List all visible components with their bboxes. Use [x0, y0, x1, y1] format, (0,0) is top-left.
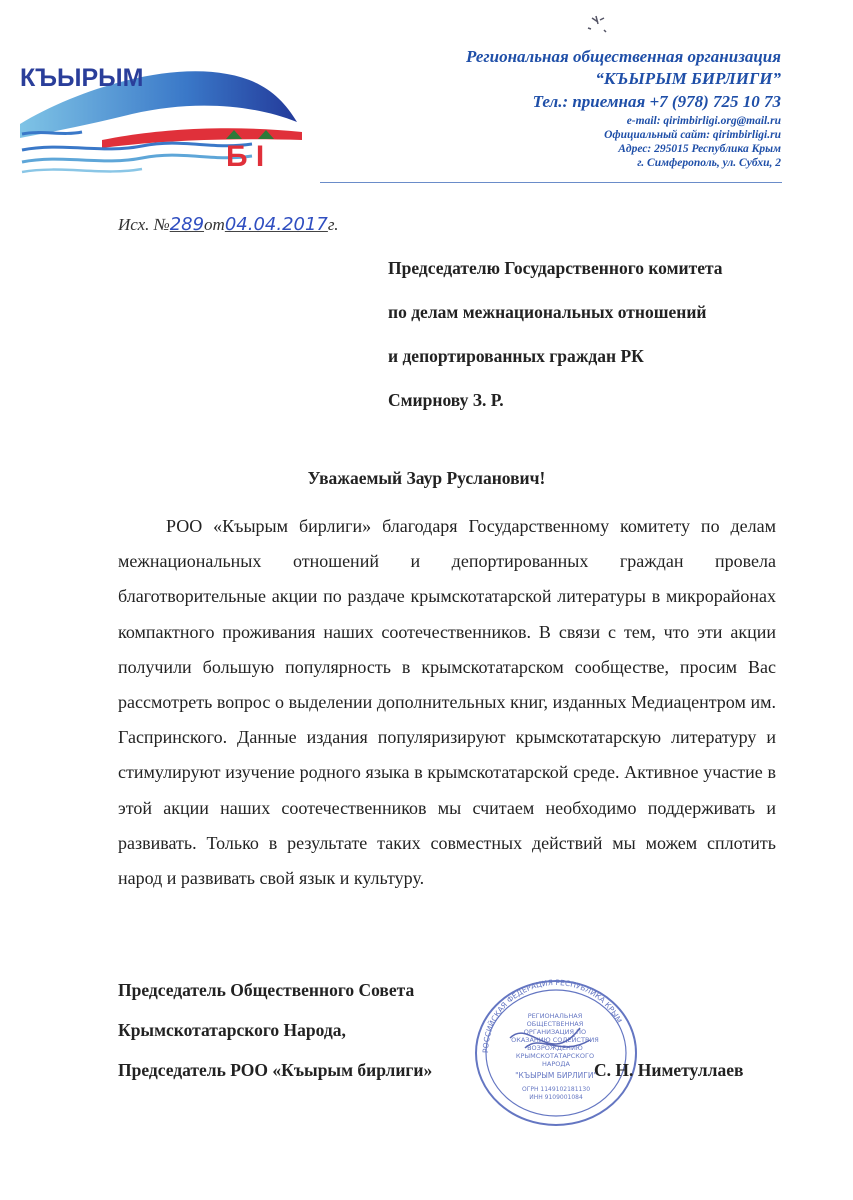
seal-line: ОКАЗАНИЮ СОДЕЙСТВИЯ — [511, 1036, 599, 1044]
logo-text: КЪЫРЫМ — [20, 64, 144, 92]
letter-body: РОО «Къырым бирлиги» благодаря Государственному комитету по делам межнациональных отношений и депортированных граждан провела благотворительные акции по раздаче крымскотатарской литературы в микрорайонах компактного проживания наших соотечественников. В связи с тем, что эти акции получили большую популярность в крымскотатарском сообществе, просим Вас рассмотреть вопрос о выделении дополнительных книг, изданных Медиацентром им. Гаспринского. Данные издания популяризируют крымскотатарскую литературу и стимулируют изучение родного языка в крымскотатарской среде. Активное участие в этой акции наших соотечественников мы считаем необходимо поддерживать и развивать. Только в результате таких совместных действий мы можем сплотить народ и развивать свой язык и культуру. — [118, 516, 776, 889]
seal-inn: ИНН 9109001084 — [529, 1094, 583, 1101]
org-type: Региональная общественная организация — [466, 47, 781, 66]
signature-block — [118, 980, 432, 1100]
signature-title-line1: Председатель Общественного Совета — [118, 980, 415, 1000]
seal-line: ВОЗРОЖДЕНИЮ — [527, 1044, 583, 1052]
logo-letters: Б I — [226, 140, 265, 173]
org-address-line1: Адрес: 295015 Республика Крым — [618, 143, 781, 155]
addressee-line: и депортированных граждан РК — [388, 346, 644, 366]
seal-name: "КЪЫРЫМ БИРЛИГИ" — [515, 1071, 597, 1080]
addressee-name: Смирнову З. Р. — [388, 390, 504, 410]
reference-from: от — [204, 215, 225, 234]
signer-name: С. Н. Ниметуллаев — [594, 1060, 744, 1080]
svg-text:РЕГИОНАЛЬНАЯ ОБЩЕСТВЕННАЯ — [511, 1012, 601, 1068]
seal-line: ОБЩЕСТВЕННАЯ — [526, 1020, 584, 1028]
scan-specks — [578, 8, 618, 44]
reference-prefix: Исх. № — [118, 215, 170, 234]
reference-year-suffix: г. — [327, 215, 339, 234]
seal-ogrn: ОГРН 1149102181130 — [521, 1086, 591, 1093]
org-name: “КЪЫРЫМ БИРЛИГИ” — [595, 69, 781, 88]
signature-title-line3: Председатель РОО «Къырым бирлиги» — [118, 1060, 433, 1080]
seal-line: НАРОДА — [542, 1060, 570, 1068]
org-phone: Тел.: приемная +7 (978) 725 10 73 — [532, 92, 781, 111]
outgoing-reference — [118, 214, 339, 235]
salutation: Уважаемый Заур Русланович! — [307, 468, 546, 488]
org-website: Официальный сайт: qirimbirligi.ru — [604, 129, 781, 141]
addressee-line: по делам межнациональных отношений — [388, 302, 707, 322]
organization-seal — [470, 978, 642, 1128]
org-email: e-mail: qirimbirligi.org@mail.ru — [626, 115, 781, 127]
org-address-line2: г. Симферополь, ул. Субхи, 2 — [637, 157, 781, 169]
organization-logo — [12, 52, 312, 177]
addressee-block — [388, 258, 723, 434]
signature-title-line2: Крымскотатарского Народа, — [118, 1020, 346, 1040]
seal-outer-text: РОССИЙСКАЯ ФЕДЕРАЦИЯ РЕСПУБЛИКА КРЫМ — [480, 978, 624, 1054]
seal-line: РЕГИОНАЛЬНАЯ — [527, 1012, 583, 1020]
header-divider — [320, 182, 782, 183]
reference-date: 04.04.2017 — [224, 214, 328, 235]
reference-number: 289 — [169, 214, 205, 235]
seal-line: КРЫМСКОТАТАРСКОГО — [515, 1052, 595, 1060]
seal-line: ОРГАНИЗАЦИЯ ПО — [523, 1028, 587, 1036]
organization-header — [361, 46, 781, 170]
addressee-line: Председателю Государственного комитета — [388, 258, 723, 278]
